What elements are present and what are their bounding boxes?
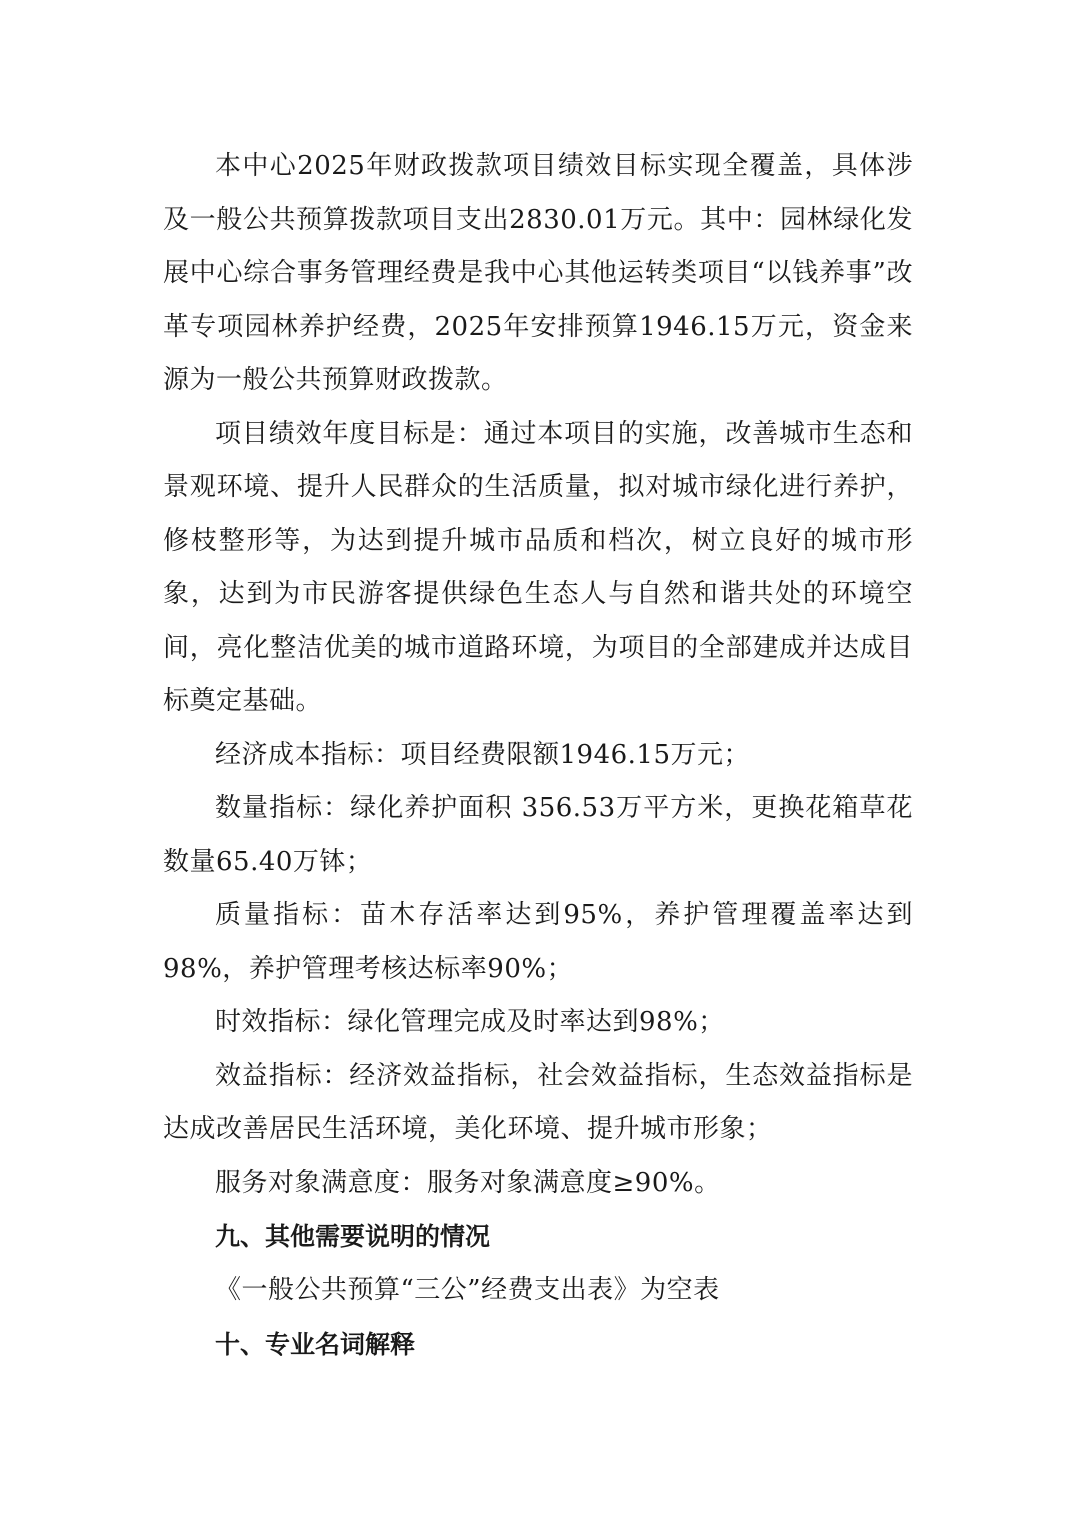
paragraph-budget-overview: 本中心2025年财政拨款项目绩效目标实现全覆盖，具体涉及一般公共预算拨款项目支出2830.01万元。其中：园林绿化发展中心综合事务管理经费是我中心其他运转类项目“以钱养事”改革专项园林养护经费，2025年安排预算1946.15万元，资金来源为一般公共预算财政拨款。 xyxy=(163,151,913,395)
paragraph-benefit-indicator: 效益指标：经济效益指标，社会效益指标，生态效益指标是达成改善居民生活环境，美化环境、提升城市形象； xyxy=(163,1060,913,1144)
paragraph-timeliness-indicator: 时效指标：绿化管理完成及时率达到98%； xyxy=(215,1007,725,1037)
paragraph-economic-cost-indicator: 经济成本指标：项目经费限额1946.15万元； xyxy=(215,739,751,770)
section-9-text: 《一般公共预算“三公”经费支出表》为空表 xyxy=(215,1275,720,1305)
paragraph-annual-goal: 项目绩效年度目标是：通过本项目的实施，改善城市生态和景观环境、提升人民群众的生活质量，拟对城市绿化进行养护，修枝整形等，为达到提升城市品质和档次，树立良好的城市形象，达到为市民游客提供绿色生态人与自然和谐共处的环境空间，亮化整洁优美的城市道路环境，为项目的全部建成并达成目标奠定基础。 xyxy=(163,418,913,716)
paragraph-quality-indicator: 质量指标：苗木存活率达到95%，养护管理覆盖率达到98%，养护管理考核达标率90%； xyxy=(163,900,913,984)
paragraph-satisfaction-indicator: 服务对象满意度：服务对象满意度≥90%。 xyxy=(215,1167,721,1198)
document-page xyxy=(163,140,913,1372)
section-9-heading: 九、其他需要说明的情况 xyxy=(215,1222,491,1251)
section-10-heading: 十、专业名词解释 xyxy=(215,1329,416,1359)
paragraph-quantity-indicator: 数量指标：绿化养护面积 356.53万平方米，更换花箱草花数量65.40万钵； xyxy=(163,793,913,877)
